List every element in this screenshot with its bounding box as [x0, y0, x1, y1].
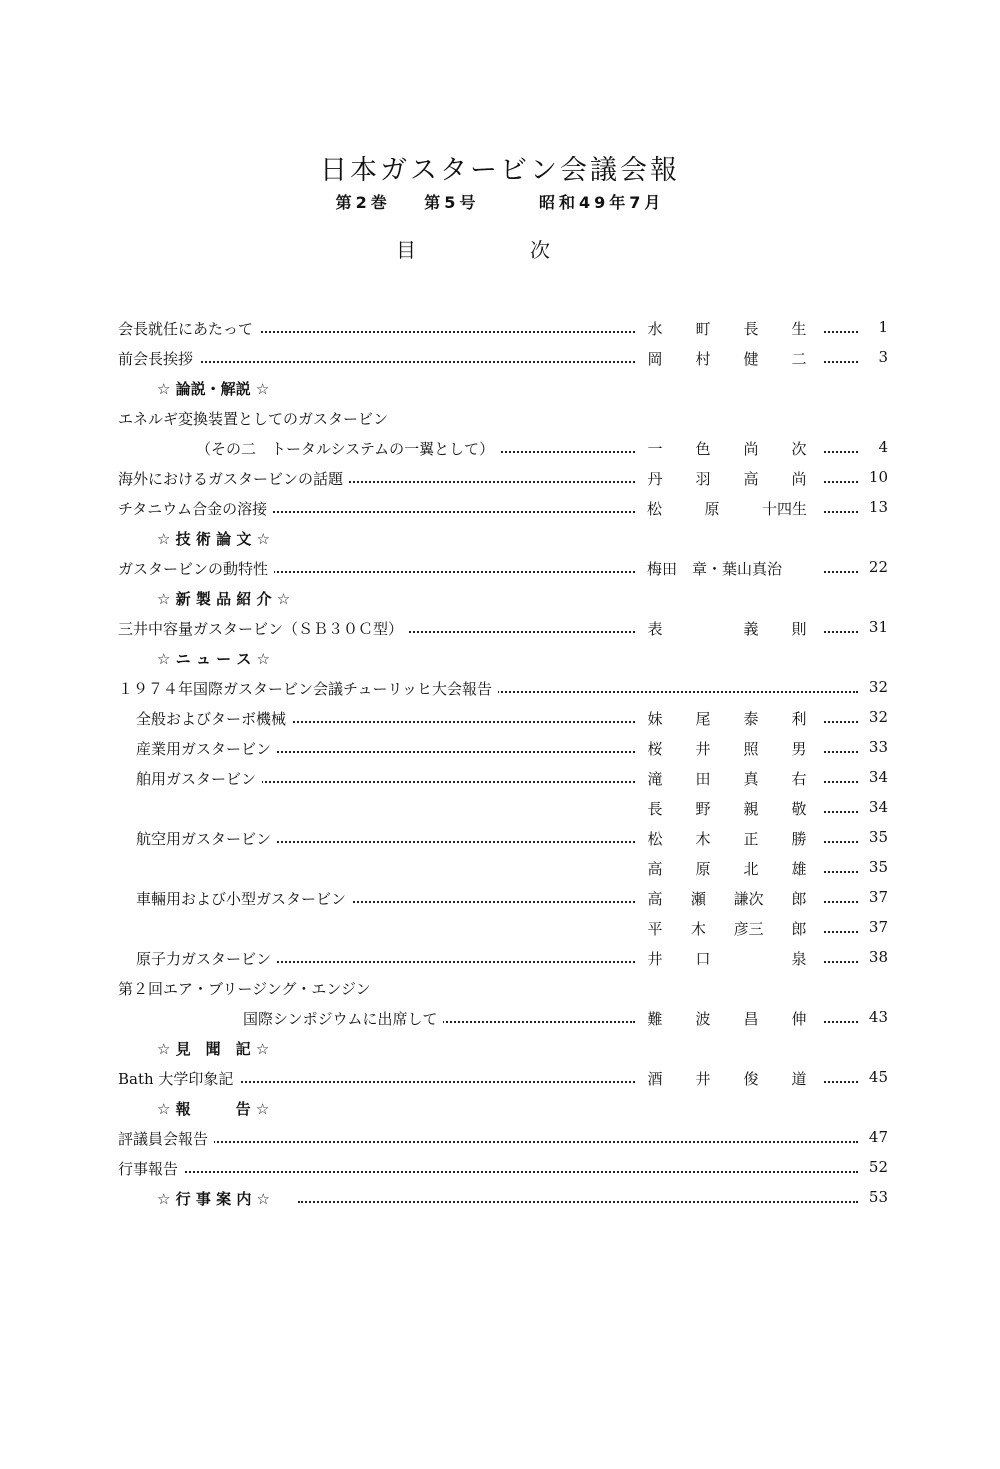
toc-entry — [118, 1188, 888, 1212]
author-char: 平 — [647, 920, 663, 938]
page-number: 32 — [868, 678, 888, 696]
author-char: 二 — [791, 350, 807, 368]
page-number: 47 — [868, 1128, 888, 1146]
page-number: 53 — [868, 1188, 888, 1206]
toc-entry — [118, 618, 888, 642]
author-char: 則 — [791, 620, 807, 638]
toc-entry — [118, 408, 888, 432]
toc-entry — [118, 558, 888, 582]
dot-leader — [138, 1141, 858, 1143]
author-char: 瀬 — [690, 890, 706, 908]
author-name — [647, 768, 807, 789]
author-char — [743, 948, 759, 969]
page-number: 35 — [868, 858, 888, 876]
toc-entry — [118, 738, 888, 762]
toc-entry — [118, 438, 888, 462]
author-char: 羽 — [695, 470, 711, 488]
page-number: 37 — [868, 918, 888, 936]
dot-leader — [138, 361, 635, 363]
page-number: 31 — [868, 618, 888, 636]
page-number: 33 — [868, 738, 888, 756]
author-char: 木 — [690, 920, 706, 938]
author-char: 義 — [743, 620, 759, 638]
author-char: 生 — [791, 320, 807, 338]
author-name — [647, 798, 807, 819]
page-number: 34 — [868, 768, 888, 786]
page-number: 32 — [868, 708, 888, 726]
author-char: 原 — [704, 500, 720, 518]
page-number: 1 — [878, 318, 888, 336]
section-heading: ☆ 報 告 ☆ — [157, 1100, 270, 1118]
author-char: 照 — [743, 740, 759, 758]
toc-entry — [118, 918, 888, 942]
entry-title: Bath 大学印象記 — [118, 1068, 239, 1089]
author-char: 郎 — [791, 920, 807, 938]
author-name — [647, 858, 807, 879]
author-name — [647, 1008, 807, 1029]
author-char: 木 — [695, 830, 711, 848]
author-char: 松 — [647, 830, 663, 848]
author-char: 男 — [791, 740, 807, 758]
author-char: 井 — [647, 950, 663, 968]
author-char: 次 — [791, 440, 807, 458]
author-char: 町 — [695, 320, 711, 338]
author-char: 泉 — [791, 950, 807, 968]
entry-title: 海外におけるガスタービンの話題 — [118, 468, 349, 489]
author-char: 尚 — [743, 440, 759, 458]
entry-title: 航空用ガスタービン — [136, 828, 277, 849]
author-char: 右 — [791, 770, 807, 788]
author-char: 岡 — [647, 350, 663, 368]
author-char: 雄 — [791, 860, 807, 878]
author-char: 田 — [695, 770, 711, 788]
entry-title: 三井中容量ガスタービン（ＳＢ３０Ｃ型） — [118, 618, 409, 639]
author-char: 井 — [695, 1070, 711, 1088]
author-char: 妹 — [647, 710, 663, 728]
author-char: 昌 — [743, 1010, 759, 1028]
author-char: 一 — [647, 440, 663, 458]
toc-entry — [118, 1158, 888, 1182]
page-number: 3 — [878, 348, 888, 366]
author-name — [647, 888, 807, 909]
author-name — [647, 438, 807, 459]
issue-date: 昭和49年7月 — [539, 193, 665, 212]
entry-title: 舶用ガスタービン — [136, 768, 262, 789]
page-number: 4 — [878, 438, 888, 456]
toc-entry — [118, 348, 888, 372]
author-char: 難 — [647, 1010, 663, 1028]
author-char: 真 — [743, 770, 759, 788]
author-char: 高 — [647, 890, 663, 908]
toc-entry — [118, 468, 888, 492]
author-char: 井 — [695, 740, 711, 758]
author-char: 道 — [791, 1070, 807, 1088]
section-heading: ☆ ニ ュ ー ス ☆ — [157, 650, 271, 668]
author-name — [647, 708, 807, 729]
author-name — [647, 348, 807, 369]
entry-title: 車輛用および小型ガスタービン — [136, 888, 352, 909]
entry-title: 会長就任にあたって — [118, 318, 259, 339]
toc-entry — [118, 768, 888, 792]
author-char: 桜 — [647, 740, 663, 758]
author-char: 松 — [647, 500, 663, 518]
author-name — [647, 618, 807, 639]
author-char: 村 — [695, 350, 711, 368]
author-char: 十四生 — [761, 500, 807, 518]
entry-title: 全般およびターボ機械 — [136, 708, 292, 729]
entry-title: 評議員会報告 — [118, 1128, 214, 1149]
page-number: 34 — [868, 798, 888, 816]
toc-entry — [118, 498, 888, 522]
toc-entry — [118, 1128, 888, 1152]
volume: 第2巻 — [335, 193, 391, 212]
author-char: 親 — [743, 800, 759, 818]
toc-entry — [118, 978, 888, 1002]
author-name — [647, 738, 807, 759]
author-char: 滝 — [647, 770, 663, 788]
author-char: 原 — [695, 860, 711, 878]
page-number: 37 — [868, 888, 888, 906]
toc-entry — [118, 318, 888, 342]
entry-title: １９７４年国際ガスタービン会議チューリッヒ大会報告 — [118, 678, 498, 699]
entry-title: 前会長挨拶 — [118, 348, 199, 369]
section-heading: ☆ 論説・解説 ☆ — [157, 380, 270, 398]
toc-entry — [118, 678, 888, 702]
entry-title: 原子力ガスタービン — [136, 948, 277, 969]
author-char: 伸 — [791, 1010, 807, 1028]
entry-title: エネルギ変換装置としてのガスタービン — [118, 408, 394, 429]
author-char: 口 — [695, 950, 711, 968]
author-char: 謙次 — [733, 890, 764, 908]
author-name — [647, 948, 807, 969]
entry-title: 産業用ガスタービン — [136, 738, 277, 759]
author-char: 彦三 — [733, 920, 764, 938]
toc-entry — [118, 1068, 888, 1092]
author-name — [647, 498, 807, 519]
author-char: 高 — [647, 860, 663, 878]
page-number: 38 — [868, 948, 888, 966]
author-char: 北 — [743, 860, 759, 878]
dot-leader — [138, 1171, 858, 1173]
author-char — [695, 618, 711, 639]
toc-entry — [118, 948, 888, 972]
author-char: 勝 — [791, 830, 807, 848]
section-heading: ☆ 新 製 品 紹 介 ☆ — [157, 590, 291, 608]
page-number: 10 — [868, 468, 888, 486]
author-char: 俊 — [743, 1070, 759, 1088]
entry-title: チタニウム合金の溶接 — [118, 498, 273, 519]
author-char: 色 — [695, 440, 711, 458]
author-char: 波 — [695, 1010, 711, 1028]
author-char: 高 — [743, 470, 759, 488]
toc-entry — [118, 708, 888, 732]
author-char: 表 — [647, 620, 663, 638]
page-number: 45 — [868, 1068, 888, 1086]
page-number: 22 — [868, 558, 888, 576]
author-char: 泰 — [743, 710, 759, 728]
author-name — [647, 318, 807, 339]
author-char: 健 — [743, 350, 759, 368]
author-name: 梅田 章・葉山真治 — [647, 558, 807, 579]
author-char: 野 — [695, 800, 711, 818]
toc-entry — [118, 828, 888, 852]
toc-heading-left: 目 — [396, 238, 416, 262]
author-name — [647, 828, 807, 849]
journal-title: 日本ガスタービン会議会報 — [320, 155, 680, 186]
author-char: 尾 — [695, 710, 711, 728]
entry-title: 第２回エア・ブリージング・エンジン — [118, 978, 377, 999]
author-name — [647, 468, 807, 489]
toc-entry — [118, 1008, 888, 1032]
author-char: 長 — [743, 320, 759, 338]
author-char: 丹 — [647, 470, 663, 488]
author-char: 郎 — [791, 890, 807, 908]
dot-leader — [298, 1201, 858, 1203]
author-char: 敬 — [791, 800, 807, 818]
author-char: 正 — [743, 830, 759, 848]
page-number: 13 — [868, 498, 888, 516]
section-heading: ☆ 行 事 案 内 ☆ — [157, 1190, 271, 1208]
toc-entry — [118, 858, 888, 882]
page-number: 43 — [868, 1008, 888, 1026]
entry-title: ガスタービンの動特性 — [118, 558, 274, 579]
author-char: 水 — [647, 320, 663, 338]
author-char: 利 — [791, 710, 807, 728]
toc-heading-right: 次 — [530, 238, 550, 262]
section-heading: ☆ 見 聞 記 ☆ — [157, 1040, 270, 1058]
author-char: 尚 — [791, 470, 807, 488]
author-name — [647, 1068, 807, 1089]
number: 第5号 — [424, 193, 480, 212]
toc-entry — [118, 798, 888, 822]
toc-entry — [118, 888, 888, 912]
entry-title: 国際シンポジウムに出席して — [243, 1008, 443, 1029]
page-number: 35 — [868, 828, 888, 846]
author-char: 長 — [647, 800, 663, 818]
section-heading: ☆ 技 術 論 文 ☆ — [157, 530, 271, 548]
entry-title: （その二 トータルシステムの一翼として） — [196, 438, 500, 459]
page-number: 52 — [868, 1158, 888, 1176]
author-char: 酒 — [647, 1070, 663, 1088]
author-name — [647, 918, 807, 939]
entry-title: 行事報告 — [118, 1158, 184, 1179]
